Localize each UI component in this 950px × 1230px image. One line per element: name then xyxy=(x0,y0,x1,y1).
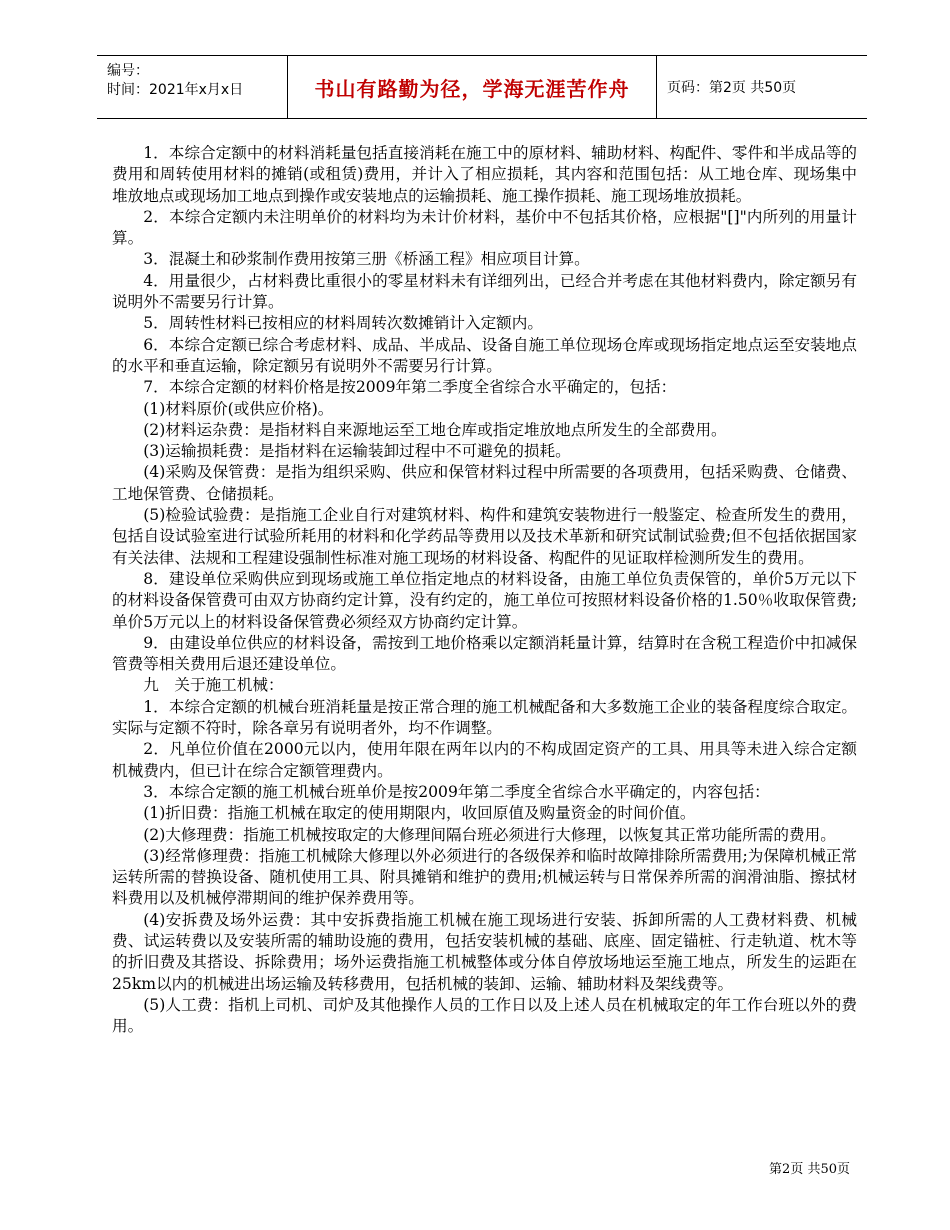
paragraph: 6．本综合定额已综合考虑材料、成品、半成品、设备自施工单位现场仓库或现场指定地点运至安装地点的水平和垂直运输，除定额另有说明外不需要另行计算。 xyxy=(112,335,857,375)
paragraph: 8．建设单位采购供应到现场或施工单位指定地点的材料设备，由施工单位负责保管的，单价5万元以下的材料设备保管费可由双方协商约定计算，没有约定的，施工单位可按照材料设备价格的1.50％收取保管费;单价5万元以上的材料设备保管费必须经双方协商约定计算。 xyxy=(112,569,857,631)
header-page-info: 页码：第2页 共50页 xyxy=(667,80,797,96)
paragraph: 4．用量很少，占材料费比重很小的零星材料未有详细列出，已经合并考虑在其他材料费内，除定额另有说明外不需要另行计算。 xyxy=(112,271,857,312)
paragraph: 9．由建设单位供应的材料设备，需按到工地价格乘以定额消耗量计算，结算时在含税工程造价中扣减保管费等相关费用后退还建设单位。 xyxy=(112,633,857,674)
paragraph: 2．本综合定额内未注明单价的材料均为未计价材料，基价中不包括其价格，应根据"[]"内所列的用量计算。 xyxy=(112,207,857,248)
paragraph: 5．周转性材料已按相应的材料周转次数摊销计入定额内。 xyxy=(143,314,543,333)
paragraph: 7．本综合定额的材料价格是按2009年第二季度全省综合水平确定的，包括： xyxy=(143,378,677,397)
document-number-label: 编号： xyxy=(107,63,149,79)
document-time: 时间：2021年x月x日 xyxy=(107,82,244,98)
paragraph: (3)经常修理费：指施工机械除大修理以外必须进行的各级保养和临时故障排除所需费用;为保障机械正常运转所需的替换设备、随机使用工具、附具摊销和维护的费用;机械运转与日常保养所需的润滑油脂、擦拭材料费用以及机械停滞期间的维护保养费用等。 xyxy=(112,846,857,908)
paragraph: (4)采购及保管费：是指为组织采购、供应和保管材料过程中所需要的各项费用，包括采购费、仓储费、工地保管费、仓储损耗。 xyxy=(112,463,857,503)
paragraph: (5)人工费：指机上司机、司炉及其他操作人员的工作日以及上述人员在机械取定的年工作台班以外的费用。 xyxy=(112,995,857,1036)
paragraph: (1)材料原价(或供应价格)。 xyxy=(143,399,334,418)
paragraph: (4)安拆费及场外运费：其中安拆费指施工机械在施工现场进行安装、拆卸所需的人工费材料费、机械费、试运转费以及安装所需的辅助设施的费用，包括安装机械的基础、底座、固定锚桩、行走轨道、枕木等的折旧费及其搭设、拆除费用；场外运费指施工机械整体或分体自停放场地运至施工地点，所发生的运距在25km以内的机械进出场运输及转移费用，包括机械的装卸、运输、辅助材料及架线费等。 xyxy=(112,910,857,993)
page-header xyxy=(97,55,867,119)
paragraph: 2．凡单位价值在2000元以内，使用年限在两年以内的不构成固定资产的工具、用具等未进入综合定额机械费内，但已计在综合定额管理费内。 xyxy=(112,740,857,780)
paragraph: 3．本综合定额的施工机械台班单价是按2009年第二季度全省综合水平确定的，内容包括： xyxy=(143,782,770,801)
paragraph: 1．本综合定额的机械台班消耗量是按正常合理的施工机械配备和大多数施工企业的装备程度综合取定。实际与定额不符时，除各章另有说明者外，均不作调整。 xyxy=(112,697,857,738)
section-heading: 九 关于施工机械： xyxy=(143,676,284,695)
paragraph: (1)折旧费：指施工机械在取定的使用期限内，收回原值及购量资金的时间价值。 xyxy=(143,804,696,823)
paragraph: 3．混凝土和砂浆制作费用按第三册《桥涵工程》相应项目计算。 xyxy=(143,250,590,269)
paragraph: (5)检验试验费：是指施工企业自行对建筑材料、构件和建筑安装物进行一般鉴定、检查所发生的费用，包括自设试验室进行试验所耗用的材料和化学药品等费用以及技术革新和研究试制试验费;但不包括依据国家有关法律、法规和工程建设强制性标准对施工现场的材料设备、构配件的见证取样检测所发生的费用。 xyxy=(112,506,857,567)
page-footer: 第2页 共50页 xyxy=(769,1162,850,1177)
paragraph: (2)大修理费：指施工机械按取定的大修理间隔台班必须进行大修理，以恢复其正常功能所需的费用。 xyxy=(143,825,836,844)
paragraph: (2)材料运杂费：是指材料自来源地运至工地仓库或指定堆放地点所发生的全部费用。 xyxy=(143,420,727,439)
paragraph: 1．本综合定额中的材料消耗量包括直接消耗在施工中的原材料、辅助材料、构配件、零件和半成品等的费用和周转使用材料的摊销(或租赁)费用，并计入了相应损耗，其内容和范围包括：从工地仓库、现场集中堆放地点或现场加工地点到操作或安装地点的运输损耗、施工操作损耗、施工现场堆放损耗。 xyxy=(112,144,857,205)
paragraph: (3)运输损耗费：是指材料在运输装卸过程中不可避免的损耗。 xyxy=(143,442,571,461)
document-body xyxy=(112,143,857,1037)
header-meta xyxy=(97,56,287,118)
header-motto: 书山有路勤为径，学海无涯苦作舟 xyxy=(287,56,657,118)
